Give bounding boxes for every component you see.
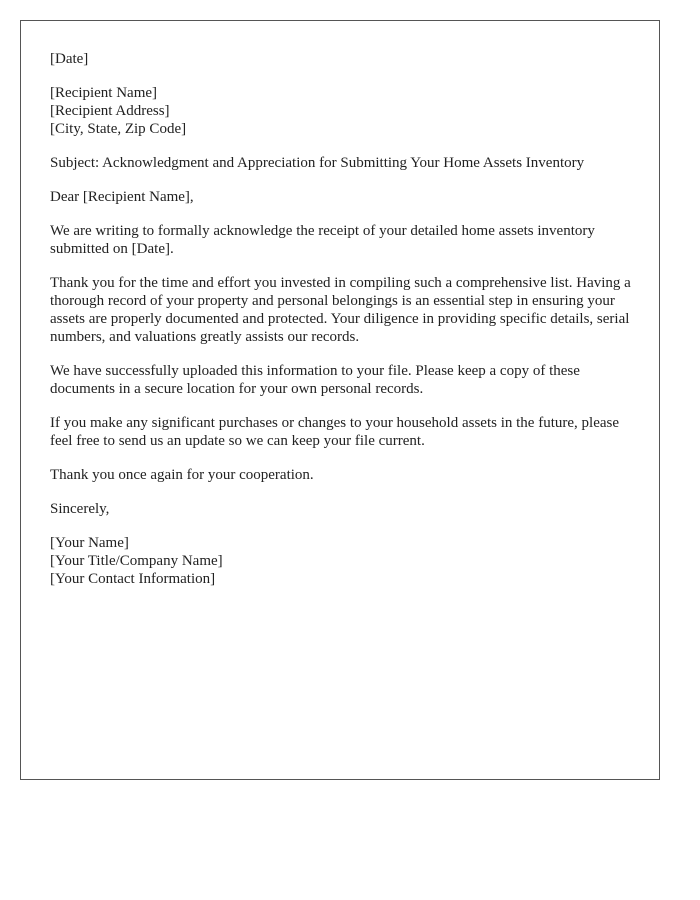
body-paragraph-2: Thank you for the time and effort you invested in compiling such a comprehensive list. Having a thorough record of your property and personal belongings is an essential step in ensuring your assets are properly documented and protected. Your diligence in providing specific details, serial numbers, and valuations greatly assists our records. [50, 275, 631, 345]
body-paragraph-5: Thank you once again for your cooperation. [50, 467, 314, 483]
recipient-name: [Recipient Name] [50, 85, 158, 101]
signature-title-company: [Your Title/Company Name] [50, 553, 223, 569]
recipient-block [50, 84, 638, 138]
signature-name: [Your Name] [50, 535, 129, 551]
letter-subject: Subject: Acknowledgment and Appreciation for Submitting Your Home Assets Inventory [50, 155, 585, 171]
letter-closing: Sincerely, [50, 501, 110, 517]
recipient-city-state-zip: [City, State, Zip Code] [50, 121, 187, 137]
letter-body [50, 50, 638, 604]
letter-date: [Date] [50, 51, 89, 67]
body-paragraph-4: If you make any significant purchases or changes to your household assets in the future, please feel free to send us an update so we can keep your file current. [50, 415, 620, 449]
letter-salutation: Dear [Recipient Name], [50, 189, 194, 205]
signature-block [50, 534, 638, 588]
body-paragraph-3: We have successfully uploaded this information to your file. Please keep a copy of these documents in a secure location for your own personal records. [50, 363, 580, 397]
body-paragraph-1: We are writing to formally acknowledge the receipt of your detailed home assets inventory submitted on [Date]. [50, 223, 595, 257]
recipient-address: [Recipient Address] [50, 103, 170, 119]
letter-page [20, 20, 660, 780]
signature-contact: [Your Contact Information] [50, 571, 216, 587]
